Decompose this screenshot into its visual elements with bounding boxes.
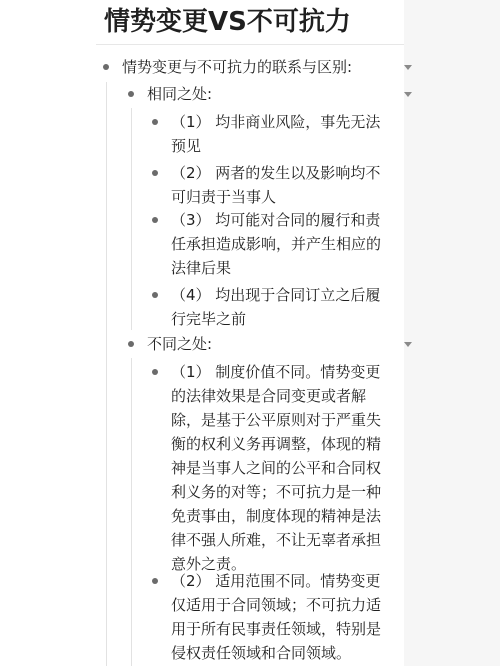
list-item-line: 法律后果 [171, 259, 232, 277]
list-item-line: 可归责于当事人 [171, 188, 277, 206]
list-item-line: 行完毕之前 [171, 310, 247, 328]
outline-bullet [152, 369, 158, 375]
list-item-line: （2） 两者的发生以及影响均不 [171, 164, 381, 182]
list-item-line: 利义务的对等；不可抗力是一种 [171, 483, 382, 501]
page-title: 情势变更VS不可抗力 [104, 7, 351, 37]
list-item-line: 免责事由，制度体现的精神是法 [171, 507, 382, 525]
list-item-line: 神是当事人之间的公平和合同权 [171, 459, 382, 477]
collapse-root-chevron-icon[interactable] [404, 65, 412, 70]
list-item-line: 用于所有民事责任领域，特别是 [171, 620, 382, 638]
list-item-line: （1） 均非商业风险，事先无法 [171, 113, 381, 131]
list-item-line: 的法律效果是合同变更或者解 [171, 387, 367, 405]
outline-bullet [103, 64, 109, 70]
diff-section-label: 不同之处: [147, 335, 213, 353]
list-item-line: 律不强人所难，不让无辜者承担 [171, 531, 382, 549]
outline-bullet [152, 170, 158, 176]
list-item-line: 仅适用于合同领域；不可抗力适 [171, 596, 382, 614]
outline-bullet [128, 91, 134, 97]
outline-root-label: 情势变更与不可抗力的联系与区别: [122, 58, 353, 76]
list-item-line: 除，是基于公平原则对于严重失 [171, 411, 382, 429]
divider [96, 44, 404, 45]
list-item-line: （3） 均可能对合同的履行和责 [171, 211, 381, 229]
outline-bullet [152, 578, 158, 584]
outline-bullet [152, 292, 158, 298]
list-item-line: 侵权责任领域和合同领域。 [171, 644, 352, 662]
collapse-same-chevron-icon[interactable] [404, 92, 412, 97]
list-item-line: （4） 均出现于合同订立之后履 [171, 286, 381, 304]
outline-bullet [128, 341, 134, 347]
collapse-diff-chevron-icon[interactable] [404, 342, 412, 347]
list-item-line: （2） 适用范围不同。情势变更 [171, 572, 381, 590]
outline-guide-line [131, 108, 132, 330]
outline-bullet [152, 119, 158, 125]
list-item-line: 意外之责。 [171, 555, 247, 573]
list-item-line: 任承担造成影响，并产生相应的 [171, 235, 382, 253]
outline-bullet [152, 217, 158, 223]
list-item-line: 预见 [171, 137, 202, 155]
scroll-gutter[interactable] [404, 0, 500, 666]
outline-guide-line [131, 358, 132, 666]
same-section-label: 相同之处: [147, 85, 213, 103]
list-item-line: 衡的权利义务再调整，体现的精 [171, 435, 382, 453]
outline-guide-line [106, 82, 107, 666]
list-item-line: （1） 制度价值不同。情势变更 [171, 363, 381, 381]
